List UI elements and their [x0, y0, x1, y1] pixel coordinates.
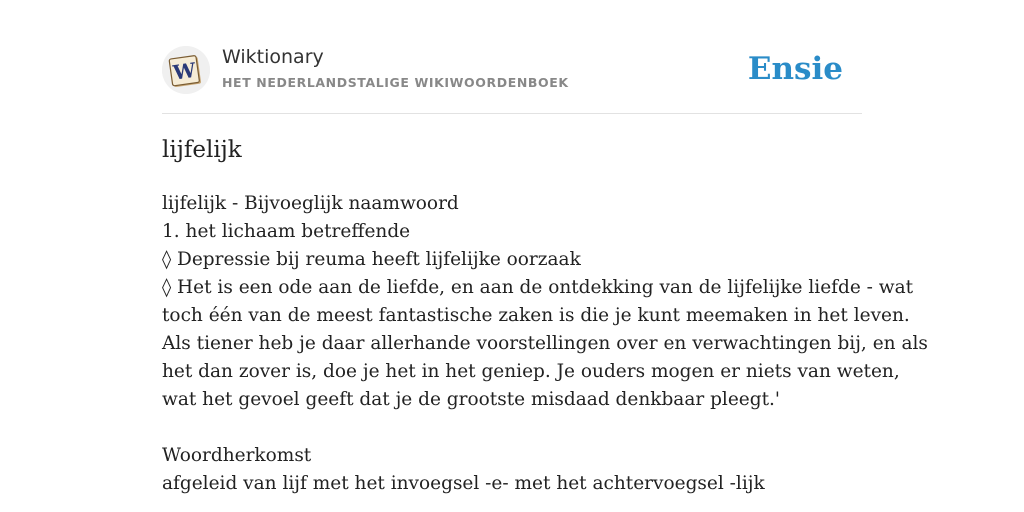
site-header — [162, 44, 862, 98]
header-divider — [162, 113, 862, 114]
entry-title: lijfelijk — [162, 137, 242, 163]
ensie-brand-link[interactable]: Ensie — [747, 51, 843, 87]
example-line: ◊ Het is een ode aan de liefde, en aan de ontdekking van de lijfelijke liefde - wat — [162, 277, 914, 298]
etymology-text: afgeleid van lijf met het invoegsel -e- met het achtervoegsel -lijk — [162, 473, 765, 494]
example-line: wat het gevoel geeft dat je de grootste misdaad denkbaar pleegt.' — [162, 389, 780, 410]
site-tagline: HET NEDERLANDSTALIGE WIKIWOORDENBOEK — [222, 75, 569, 90]
site-name[interactable]: Wiktionary — [222, 46, 324, 68]
paragraph-spacer — [162, 414, 867, 442]
example-line: ◊ Depressie bij reuma heeft lijfelijke oorzaak — [162, 249, 581, 270]
definition-header: lijfelijk - Bijvoeglijk naamwoord — [162, 193, 459, 214]
example-line: het dan zover is, doe je het in het geniep. Je ouders mogen er niets van weten, — [162, 361, 900, 382]
etymology-heading: Woordherkomst — [162, 445, 312, 466]
entry-body — [162, 190, 928, 498]
example-line: toch één van de meest fantastische zaken is die je kunt meemaken in het leven. — [162, 305, 910, 326]
example-line: Als tiener heb je daar allerhande voorstellingen over en verwachtingen bij, en als — [162, 333, 928, 354]
definition-sense: 1. het lichaam betreffende — [162, 221, 411, 242]
logo-letter: W — [171, 57, 198, 85]
wiktionary-logo-icon[interactable] — [162, 46, 210, 94]
